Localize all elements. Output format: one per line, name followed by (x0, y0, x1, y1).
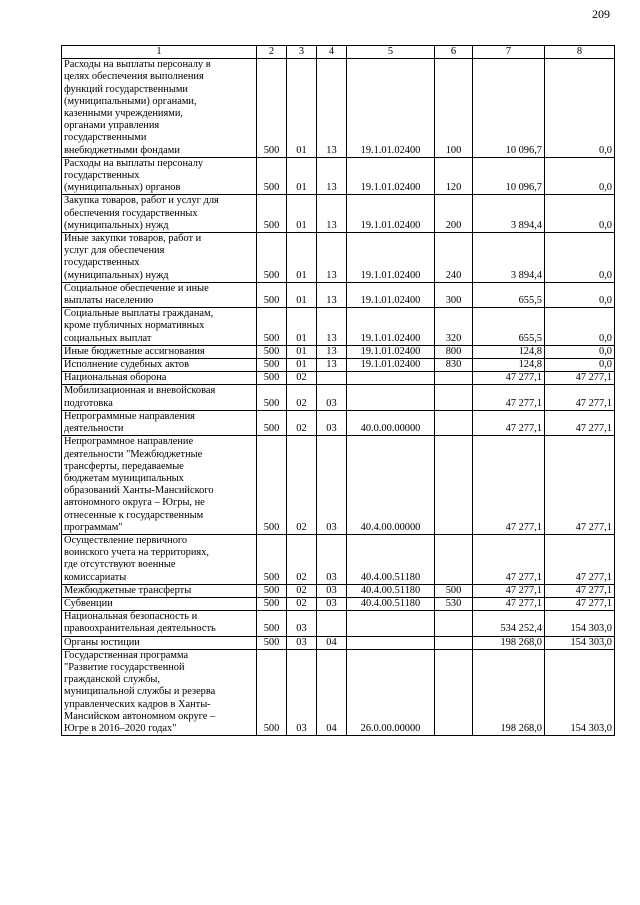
amount-col7: 124,8 (473, 359, 545, 372)
target-article: 19.1.01.02400 (347, 359, 435, 372)
header-cell: 4 (317, 46, 347, 59)
target-article: 19.1.01.02400 (347, 59, 435, 158)
amount-col7: 47 277,1 (473, 385, 545, 410)
subsection-code: 04 (317, 636, 347, 649)
ministry-code: 500 (257, 410, 287, 435)
target-article: 40.0.00.00000 (347, 410, 435, 435)
amount-col8: 47 277,1 (545, 410, 615, 435)
amount-col7: 198 268,0 (473, 649, 545, 735)
row-name-text: Субвенции (64, 597, 113, 609)
expense-type (435, 410, 473, 435)
amount-col8: 0,0 (545, 345, 615, 358)
amount-col8: 47 277,1 (545, 372, 615, 385)
row-name-text: Межбюджетные трансферты (64, 584, 192, 596)
section-code: 01 (287, 345, 317, 358)
table-row (62, 233, 615, 283)
ministry-code: 500 (257, 345, 287, 358)
subsection-code (317, 372, 347, 385)
row-name-text: Непрограммное направление деятельности "Межбюджетные трансферты, передаваемые бюджетам муниципальных образований Ханты-Мансийского автономного округа – Югры, не отнесенные к государственным программам" (64, 436, 214, 533)
section-code: 03 (287, 636, 317, 649)
amount-col7: 3 894,4 (473, 233, 545, 283)
row-name (62, 372, 257, 385)
row-name-text: Непрограммные направления деятельности (64, 410, 195, 435)
section-code: 03 (287, 649, 317, 735)
table-row (62, 195, 615, 233)
subsection-code: 03 (317, 597, 347, 610)
ministry-code: 500 (257, 308, 287, 346)
row-name-text: Иные бюджетные ассигнования (64, 345, 205, 357)
row-name-text: Расходы на выплаты персоналу в целях обеспечения выполнения функций государственными (муниципальными) органами, казенными учреждениями, органами управления государственными внебюджетными фондами (64, 59, 211, 156)
row-name (62, 636, 257, 649)
subsection-code: 04 (317, 649, 347, 735)
amount-col7: 534 252,4 (473, 611, 545, 636)
amount-col7: 47 277,1 (473, 436, 545, 535)
expense-type: 530 (435, 597, 473, 610)
amount-col8: 0,0 (545, 282, 615, 307)
table-row (62, 597, 615, 610)
expense-type: 800 (435, 345, 473, 358)
row-name-text: Мобилизационная и вневойсковая подготовка (64, 385, 216, 409)
row-name (62, 611, 257, 636)
ministry-code: 500 (257, 59, 287, 158)
expense-type (435, 385, 473, 410)
table-row (62, 308, 615, 346)
row-name-text: Социальные выплаты гражданам, кроме публичных нормативных социальных выплат (64, 308, 214, 344)
header-cell: 7 (473, 46, 545, 59)
row-name (62, 359, 257, 372)
ministry-code: 500 (257, 636, 287, 649)
ministry-code: 500 (257, 385, 287, 410)
subsection-code: 13 (317, 233, 347, 283)
ministry-code: 500 (257, 584, 287, 597)
ministry-code: 500 (257, 157, 287, 195)
expense-type (435, 436, 473, 535)
amount-col8: 0,0 (545, 233, 615, 283)
page-number: 209 (592, 7, 610, 21)
budget-table (61, 45, 615, 736)
amount-col7: 10 096,7 (473, 59, 545, 158)
table-row (62, 157, 615, 195)
expense-type: 830 (435, 359, 473, 372)
subsection-code: 13 (317, 345, 347, 358)
row-name-text: Закупка товаров, работ и услуг для обеспечения государственных (муниципальных) нужд (64, 195, 219, 231)
ministry-code: 500 (257, 436, 287, 535)
subsection-code: 03 (317, 385, 347, 410)
row-name (62, 233, 257, 283)
amount-col8: 47 277,1 (545, 436, 615, 535)
table-row (62, 282, 615, 307)
ministry-code: 500 (257, 233, 287, 283)
amount-col7: 47 277,1 (473, 597, 545, 610)
table-row (62, 410, 615, 435)
subsection-code: 13 (317, 282, 347, 307)
row-name (62, 597, 257, 610)
expense-type: 240 (435, 233, 473, 283)
row-name-text: Расходы на выплаты персоналу государственных (муниципальных) органов (64, 157, 204, 194)
row-name (62, 436, 257, 535)
table-row (62, 359, 615, 372)
target-article: 40.4.00.51180 (347, 584, 435, 597)
table-row (62, 385, 615, 410)
row-name (62, 410, 257, 435)
row-name (62, 649, 257, 735)
amount-col8: 0,0 (545, 157, 615, 195)
target-article: 40.4.00.51180 (347, 534, 435, 584)
ministry-code: 500 (257, 282, 287, 307)
section-code: 01 (287, 233, 317, 283)
expense-type (435, 636, 473, 649)
target-article: 19.1.01.02400 (347, 282, 435, 307)
amount-col8: 154 303,0 (545, 611, 615, 636)
table-header-row (62, 46, 615, 59)
section-code: 02 (287, 584, 317, 597)
amount-col8: 47 277,1 (545, 385, 615, 410)
section-code: 02 (287, 385, 317, 410)
header-cell: 6 (435, 46, 473, 59)
section-code: 01 (287, 195, 317, 233)
section-code: 01 (287, 157, 317, 195)
row-name-text: Национальная безопасность и правоохранительная деятельность (64, 611, 216, 635)
amount-col8: 154 303,0 (545, 649, 615, 735)
target-article (347, 385, 435, 410)
target-article: 19.1.01.02400 (347, 308, 435, 346)
expense-type (435, 534, 473, 584)
table-row (62, 345, 615, 358)
expense-type: 120 (435, 157, 473, 195)
amount-col7: 10 096,7 (473, 157, 545, 195)
target-article (347, 611, 435, 636)
row-name (62, 584, 257, 597)
ministry-code: 500 (257, 534, 287, 584)
ministry-code: 500 (257, 195, 287, 233)
row-name (62, 59, 257, 158)
amount-col7: 198 268,0 (473, 636, 545, 649)
section-code: 02 (287, 410, 317, 435)
target-article: 19.1.01.02400 (347, 233, 435, 283)
subsection-code: 03 (317, 410, 347, 435)
table-row (62, 372, 615, 385)
row-name-text: Иные закупки товаров, работ и услуг для обеспечения государственных (муниципальных) нужд (64, 233, 202, 281)
target-article: 19.1.01.02400 (347, 195, 435, 233)
subsection-code (317, 611, 347, 636)
subsection-code: 03 (317, 584, 347, 597)
section-code: 02 (287, 597, 317, 610)
amount-col8: 0,0 (545, 59, 615, 158)
expense-type (435, 649, 473, 735)
section-code: 02 (287, 372, 317, 385)
table-row (62, 59, 615, 158)
amount-col7: 47 277,1 (473, 584, 545, 597)
amount-col7: 47 277,1 (473, 410, 545, 435)
ministry-code: 500 (257, 611, 287, 636)
table-row (62, 534, 615, 584)
table-row (62, 584, 615, 597)
target-article: 40.4.00.00000 (347, 436, 435, 535)
header-cell: 5 (347, 46, 435, 59)
amount-col7: 124,8 (473, 345, 545, 358)
subsection-code: 13 (317, 359, 347, 372)
amount-col8: 47 277,1 (545, 597, 615, 610)
expense-type: 320 (435, 308, 473, 346)
row-name-text: Государственная программа "Развитие государственной гражданской службы, муниципальной службы и резерва управленческих кадров в Ханты- Мансийском автономном округе – Югре в 2016–2020 годах" (64, 649, 216, 734)
ministry-code: 500 (257, 359, 287, 372)
section-code: 01 (287, 308, 317, 346)
ministry-code: 500 (257, 649, 287, 735)
expense-type: 500 (435, 584, 473, 597)
target-article: 19.1.01.02400 (347, 345, 435, 358)
amount-col8: 47 277,1 (545, 534, 615, 584)
section-code: 01 (287, 59, 317, 158)
amount-col7: 655,5 (473, 308, 545, 346)
row-name-text: Исполнение судебных актов (64, 359, 189, 371)
header-cell: 8 (545, 46, 615, 59)
row-name (62, 282, 257, 307)
target-article: 40.4.00.51180 (347, 597, 435, 610)
target-article (347, 372, 435, 385)
target-article (347, 636, 435, 649)
expense-type: 100 (435, 59, 473, 158)
target-article: 26.0.00.00000 (347, 649, 435, 735)
amount-col8: 0,0 (545, 308, 615, 346)
table-row (62, 436, 615, 535)
section-code: 01 (287, 359, 317, 372)
expense-type: 300 (435, 282, 473, 307)
row-name-text: Социальное обеспечение и иные выплаты населению (64, 282, 209, 307)
section-code: 02 (287, 534, 317, 584)
row-name (62, 308, 257, 346)
subsection-code: 03 (317, 534, 347, 584)
row-name (62, 157, 257, 195)
row-name (62, 345, 257, 358)
amount-col8: 47 277,1 (545, 584, 615, 597)
amount-col7: 47 277,1 (473, 534, 545, 584)
section-code: 02 (287, 436, 317, 535)
header-cell: 1 (62, 46, 257, 59)
subsection-code: 13 (317, 308, 347, 346)
amount-col7: 3 894,4 (473, 195, 545, 233)
ministry-code: 500 (257, 597, 287, 610)
amount-col8: 0,0 (545, 359, 615, 372)
expense-type: 200 (435, 195, 473, 233)
amount-col7: 47 277,1 (473, 372, 545, 385)
expense-type (435, 611, 473, 636)
header-cell: 2 (257, 46, 287, 59)
table-row (62, 649, 615, 735)
row-name (62, 385, 257, 410)
row-name (62, 534, 257, 584)
subsection-code: 03 (317, 436, 347, 535)
amount-col8: 154 303,0 (545, 636, 615, 649)
ministry-code: 500 (257, 372, 287, 385)
subsection-code: 13 (317, 59, 347, 158)
section-code: 01 (287, 282, 317, 307)
row-name-text: Органы юстиции (64, 636, 140, 648)
amount-col7: 655,5 (473, 282, 545, 307)
amount-col8: 0,0 (545, 195, 615, 233)
section-code: 03 (287, 611, 317, 636)
subsection-code: 13 (317, 157, 347, 195)
row-name (62, 195, 257, 233)
expense-type (435, 372, 473, 385)
header-cell: 3 (287, 46, 317, 59)
table-row (62, 636, 615, 649)
target-article: 19.1.01.02400 (347, 157, 435, 195)
table-row (62, 611, 615, 636)
row-name-text: Национальная оборона (64, 372, 167, 384)
row-name-text: Осуществление первичного воинского учета на территориях, где отсутствуют военные комиссариаты (64, 534, 209, 583)
subsection-code: 13 (317, 195, 347, 233)
